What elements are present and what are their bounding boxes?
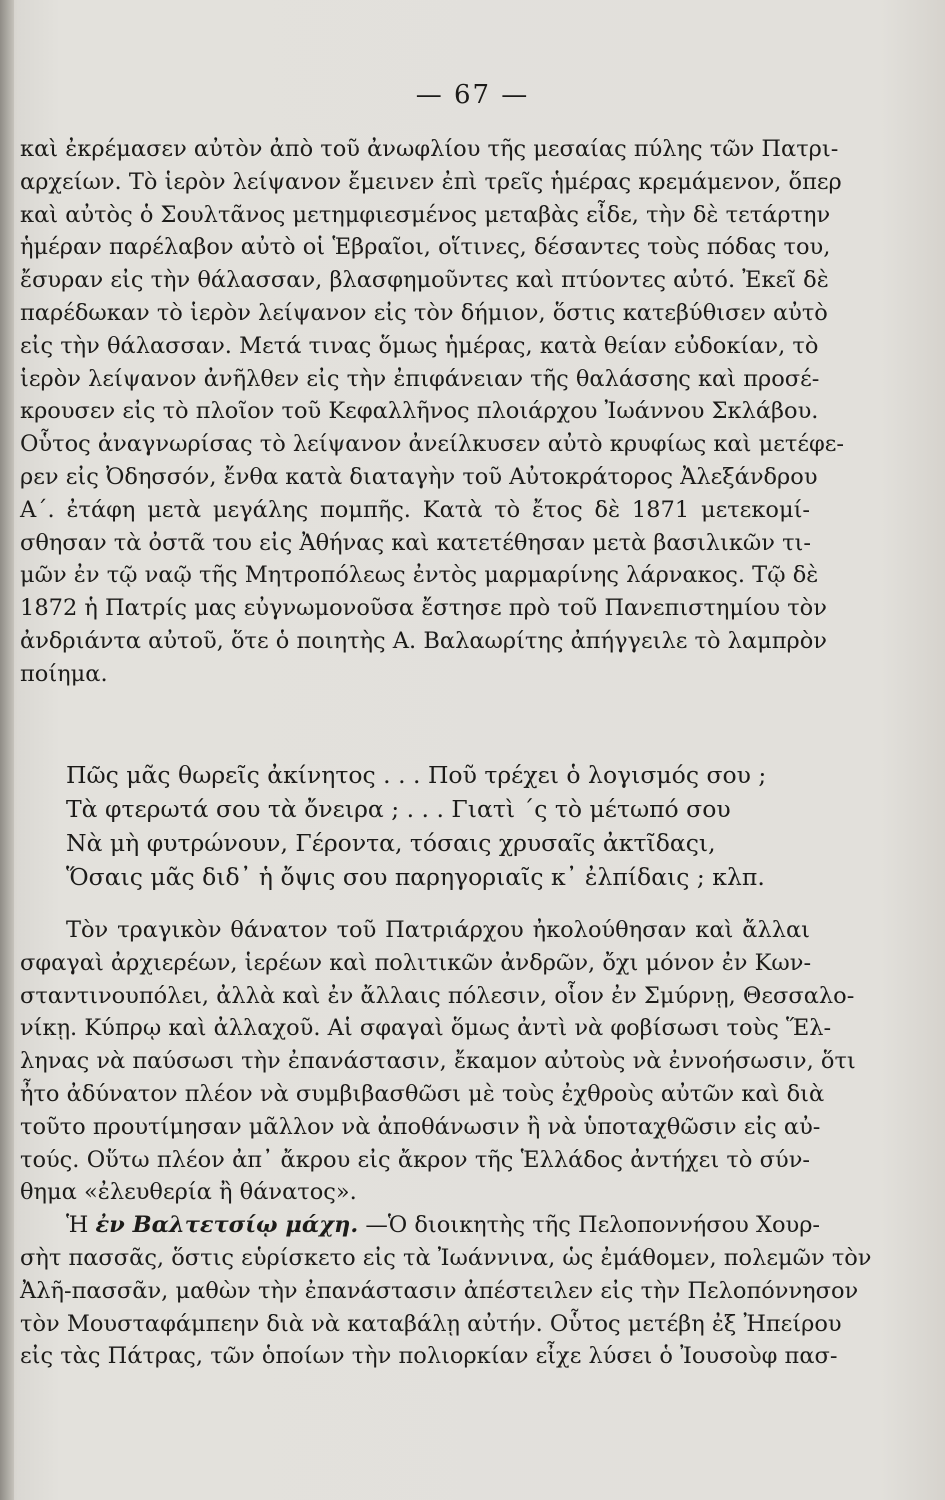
text-line: τούς. Οὕτω πλέον ἀπ᾽ ἄκρου εἰς ἄκρον τῆς Ἑλλάδος ἀντήχει τὸ σύν- — [20, 1146, 810, 1173]
poem-verse: Πῶς μᾶς θωρεῖς ἀκίνητος . . . Ποῦ τρέχει ὁ λογισμός σου ; — [66, 761, 767, 789]
text-line: σθησαν τὰ ὀστᾶ του εἰς Ἀθήνας καὶ κατετέθησαν μετὰ βασιλικῶν τι- — [20, 529, 811, 556]
text-line: κρουσεν εἰς τὸ πλοῖον τοῦ Κεφαλλῆνος πλοιάρχου Ἰωάννου Σκλάβου. — [20, 398, 819, 425]
text-line: ρεν εἰς Ὀδησσόν, ἔνθα κατὰ διαταγὴν τοῦ Αὐτοκράτορος Ἀλεξάνδρου — [20, 463, 818, 490]
text-line: ληνας νὰ παύσωσι τὴν ἐπανάστασιν, ἔκαμον αὐτοὺς νὰ ἐννοήσωσιν, ὅτι — [20, 1048, 856, 1075]
text-line: τοῦτο προυτίμησαν μᾶλλον νὰ ἀποθάνωσιν ἢ νὰ ὑποταχθῶσιν εἰς αὐ- — [20, 1113, 821, 1140]
text-line: Οὗτος ἀναγνωρίσας τὸ λείψανον ἀνείλκυσεν αὐτὸ κρυφίως καὶ μετέφε- — [20, 431, 845, 458]
text-line: σταντινουπόλει, ἀλλὰ καὶ ἐν ἄλλαις πόλεσιν, οἷον ἐν Σμύρνῃ, Θεσσαλο- — [20, 982, 855, 1009]
text-line: ἦτο ἀδύνατον πλέον νὰ συμβιβασθῶσι μὲ τοὺς ἐχθροὺς αὐτῶν καὶ διὰ — [20, 1080, 825, 1107]
page-binding-edge — [0, 0, 14, 1500]
text-line: αρχείων. Τὸ ἱερὸν λείψανον ἔμεινεν ἐπὶ τρεῖς ἡμέρας κρεμάμενον, ὅπερ — [20, 168, 842, 195]
text-line: Α΄. ἐτάφη μετὰ μεγάλης πομπῆς. Κατὰ τὸ ἔτος δὲ 1871 μετεκομί- — [20, 496, 810, 523]
text-line: καὶ αὐτὸς ὁ Σουλτᾶνος μετημφιεσμένος μεταβὰς εἶδε, τὴν δὲ τετάρτην — [20, 201, 831, 228]
text-line: σφαγαὶ ἀρχιερέων, ἱερέων καὶ πολιτικῶν ἀνδρῶν, ὄχι μόνον ἐν Κων- — [20, 949, 812, 976]
text-line: ποίημα. — [20, 660, 108, 687]
poem-verse: Ὅσαις μᾶς διδ᾽ ἡ ὄψις σου παρηγοριαῖς κ᾽ ἐλπίδαις ; κλπ. — [66, 863, 765, 891]
text-line: 1872 ἡ Πατρίς μας εὐγνωμονοῦσα ἔστησε πρὸ τοῦ Πανεπιστημίου τὸν — [20, 595, 827, 622]
page-number: — 67 — — [415, 80, 530, 110]
section-heading-line — [20, 1209, 821, 1242]
text-line: παρέδωκαν τὸ ἱερὸν λείψανον εἰς τὸν δήμιον, ὅστις κατεβύθισεν αὐτὸ — [20, 299, 828, 326]
text-line: ἔσυραν εἰς τὴν θάλασσαν, βλασφημοῦντες καὶ πτύοντες αὐτό. Ἐκεῖ δὲ — [20, 267, 829, 294]
text-line: Ἀλῆ-πασσᾶν, μαθὼν τὴν ἐπανάστασιν ἀπέστειλεν εἰς τὴν Πελοπόννησον — [20, 1277, 859, 1304]
text-line: ἱερὸν λείψανον ἀνῆλθεν εἰς τὴν ἐπιφάνειαν τῆς θαλάσσης καὶ προσέ- — [20, 365, 820, 392]
text-line: τὸν Μουσταφάμπεην διὰ νὰ καταβάλῃ αὐτήν. Οὗτος μετέβη ἐξ Ἠπείρου — [20, 1310, 842, 1337]
poem-verse: Τὰ φτερωτά σου τὰ ὄνειρα ; . . . Γιατὶ ΄ς τὸ μέτωπό σου — [66, 795, 731, 823]
poem-quote — [66, 758, 786, 894]
text-line: θημα «ἐλευθερία ἢ θάνατος». — [20, 1179, 357, 1206]
text-line: ἀνδριάντα αὐτοῦ, ὅτε ὁ ποιητὴς Α. Βαλαωρίτης ἀπήγγειλε τὸ λαμπρὸν — [20, 627, 827, 654]
battle-of-valtetsi-heading: ἐν Βαλτετσίῳ μάχη. — [95, 1212, 359, 1239]
paragraph-massacres — [20, 914, 872, 1373]
text-line: σὴτ πασσᾶς, ὅστις εὑρίσκετο εἰς τὰ Ἰωάννινα, ὡς ἐμάθομεν, πολεμῶν τὸν — [20, 1244, 872, 1271]
text-line: μῶν ἐν τῷ ναῷ τῆς Μητροπόλεως ἐντὸς μαρμαρίνης λάρνακος. Τῷ δὲ — [20, 562, 819, 589]
heading-line-rest: —Ὁ διοικητὴς τῆς Πελοποννήσου Χουρ- — [365, 1212, 821, 1239]
paragraph-patriarch-relics — [20, 133, 845, 691]
text-line: ἡμέραν παρέλαβον αὐτὸ οἱ Ἑβραῖοι, οἵτινες, δέσαντες τοὺς πόδας του, — [20, 234, 831, 261]
text-line: Τὸν τραγικὸν θάνατον τοῦ Πατριάρχου ἠκολούθησαν καὶ ἄλλαι — [66, 917, 810, 943]
text-line: εἰς τὰς Πάτρας, τῶν ὁποίων τὴν πολιορκίαν εἶχε λύσει ὁ Ἰουσοὺφ πασ- — [20, 1343, 838, 1370]
text-line: νίκῃ. Κύπρῳ καὶ ἀλλαχοῦ. Αἱ σφαγαὶ ὅμως ἀντὶ νὰ φοβίσωσι τοὺς Ἕλ- — [20, 1015, 832, 1042]
text-line: εἰς τὴν θάλασσαν. Μετά τινας ὅμως ἡμέρας, κατὰ θείαν εὐδοκίαν, τὸ — [20, 332, 819, 359]
poem-verse: Νὰ μὴ φυτρώνουν, Γέροντα, τόσαις χρυσαῖς ἀκτῖδαςι, — [66, 829, 716, 857]
heading-article: Ἡ — [66, 1212, 89, 1239]
text-line: καὶ ἐκρέμασεν αὐτὸν ἀπὸ τοῦ ἀνωφλίου τῆς μεσαίας πύλης τῶν Πατρι- — [20, 136, 839, 162]
